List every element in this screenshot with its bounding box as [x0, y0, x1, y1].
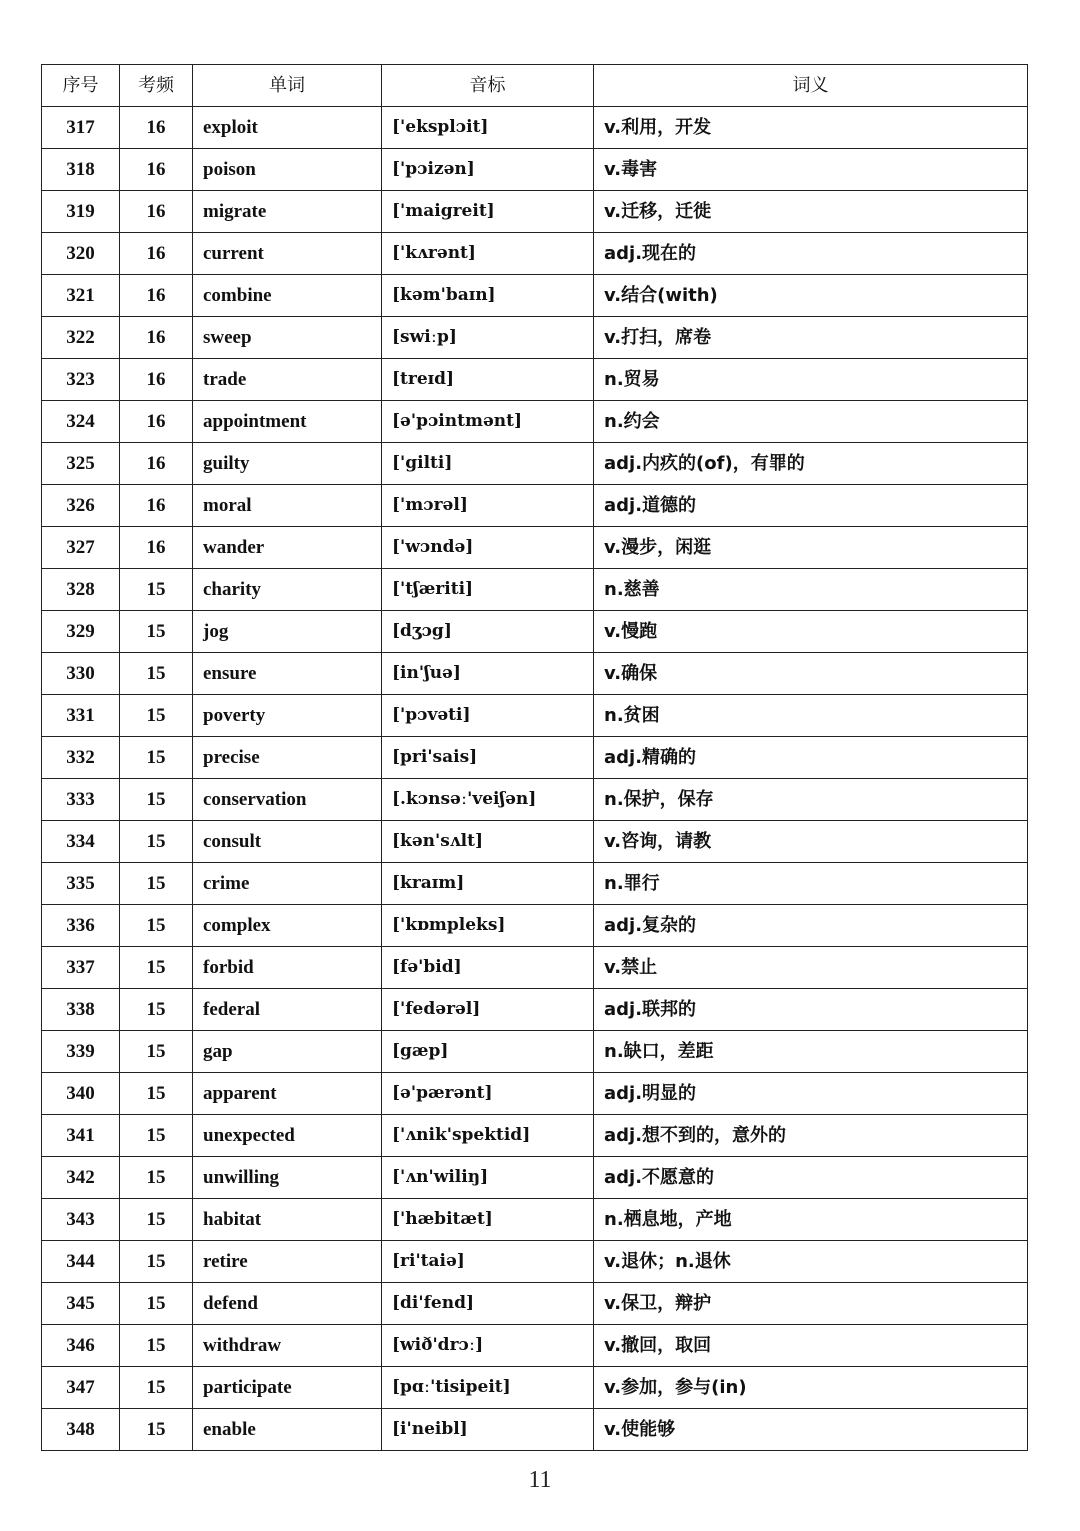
cell-number: 340 — [42, 1073, 120, 1115]
table-row — [42, 275, 1028, 317]
cell-frequency: 15 — [120, 695, 193, 737]
cell-meaning: v.参加，参与(in) — [594, 1367, 1028, 1409]
cell-word: participate — [193, 1367, 382, 1409]
cell-number: 322 — [42, 317, 120, 359]
cell-frequency: 15 — [120, 1031, 193, 1073]
cell-phonetic: [ə'pærənt] — [382, 1073, 594, 1115]
cell-frequency: 15 — [120, 821, 193, 863]
table-row — [42, 233, 1028, 275]
cell-phonetic: ['wɔndə] — [382, 527, 594, 569]
cell-word: jog — [193, 611, 382, 653]
cell-frequency: 15 — [120, 1157, 193, 1199]
table-row — [42, 401, 1028, 443]
cell-number: 335 — [42, 863, 120, 905]
cell-frequency: 15 — [120, 1367, 193, 1409]
cell-word: apparent — [193, 1073, 382, 1115]
cell-number: 338 — [42, 989, 120, 1031]
cell-phonetic: [ri'taiə] — [382, 1241, 594, 1283]
cell-word: sweep — [193, 317, 382, 359]
cell-word: current — [193, 233, 382, 275]
cell-word: ensure — [193, 653, 382, 695]
cell-number: 319 — [42, 191, 120, 233]
cell-word: migrate — [193, 191, 382, 233]
cell-phonetic: [swiːp] — [382, 317, 594, 359]
cell-meaning: n.栖息地，产地 — [594, 1199, 1028, 1241]
table-row — [42, 1241, 1028, 1283]
cell-meaning: adj.联邦的 — [594, 989, 1028, 1031]
cell-number: 331 — [42, 695, 120, 737]
cell-word: charity — [193, 569, 382, 611]
cell-number: 324 — [42, 401, 120, 443]
vocabulary-table — [41, 64, 1028, 1451]
cell-word: wander — [193, 527, 382, 569]
cell-frequency: 16 — [120, 191, 193, 233]
cell-frequency: 15 — [120, 569, 193, 611]
cell-word: exploit — [193, 107, 382, 149]
cell-number: 334 — [42, 821, 120, 863]
cell-meaning: v.确保 — [594, 653, 1028, 695]
cell-phonetic: [i'neibl] — [382, 1409, 594, 1451]
cell-frequency: 15 — [120, 1115, 193, 1157]
cell-phonetic: ['maigreit] — [382, 191, 594, 233]
table-row — [42, 191, 1028, 233]
table-row — [42, 1157, 1028, 1199]
header-row — [42, 65, 1028, 107]
cell-word: crime — [193, 863, 382, 905]
cell-meaning: v.使能够 — [594, 1409, 1028, 1451]
table-row — [42, 905, 1028, 947]
cell-meaning: n.缺口，差距 — [594, 1031, 1028, 1073]
cell-meaning: n.保护，保存 — [594, 779, 1028, 821]
cell-phonetic: ['ʌn'wiliŋ] — [382, 1157, 594, 1199]
cell-number: 346 — [42, 1325, 120, 1367]
cell-frequency: 16 — [120, 485, 193, 527]
cell-frequency: 15 — [120, 1283, 193, 1325]
table-row — [42, 317, 1028, 359]
table-row — [42, 1325, 1028, 1367]
table-header — [42, 65, 1028, 107]
cell-frequency: 15 — [120, 863, 193, 905]
cell-number: 320 — [42, 233, 120, 275]
cell-number: 325 — [42, 443, 120, 485]
table-row — [42, 569, 1028, 611]
cell-frequency: 16 — [120, 443, 193, 485]
cell-word: retire — [193, 1241, 382, 1283]
cell-phonetic: ['eksplɔit] — [382, 107, 594, 149]
cell-number: 330 — [42, 653, 120, 695]
cell-word: withdraw — [193, 1325, 382, 1367]
table-row — [42, 653, 1028, 695]
cell-number: 323 — [42, 359, 120, 401]
cell-meaning: adj.不愿意的 — [594, 1157, 1028, 1199]
cell-word: habitat — [193, 1199, 382, 1241]
cell-word: complex — [193, 905, 382, 947]
cell-phonetic: [kraɪm] — [382, 863, 594, 905]
cell-phonetic: [treɪd] — [382, 359, 594, 401]
cell-phonetic: ['fedərəl] — [382, 989, 594, 1031]
cell-meaning: adj.明显的 — [594, 1073, 1028, 1115]
table-row — [42, 359, 1028, 401]
cell-frequency: 15 — [120, 1199, 193, 1241]
cell-phonetic: [in'ʃuə] — [382, 653, 594, 695]
header-word: 单词 — [193, 65, 382, 107]
cell-meaning: v.结合(with) — [594, 275, 1028, 317]
cell-word: appointment — [193, 401, 382, 443]
header-frequency: 考频 — [120, 65, 193, 107]
cell-word: defend — [193, 1283, 382, 1325]
cell-number: 342 — [42, 1157, 120, 1199]
cell-number: 317 — [42, 107, 120, 149]
cell-word: poverty — [193, 695, 382, 737]
table-row — [42, 989, 1028, 1031]
cell-word: consult — [193, 821, 382, 863]
cell-number: 333 — [42, 779, 120, 821]
cell-meaning: v.禁止 — [594, 947, 1028, 989]
table-row — [42, 443, 1028, 485]
cell-frequency: 15 — [120, 779, 193, 821]
cell-frequency: 16 — [120, 359, 193, 401]
cell-word: enable — [193, 1409, 382, 1451]
cell-frequency: 16 — [120, 317, 193, 359]
cell-frequency: 16 — [120, 401, 193, 443]
cell-phonetic: [kən'sʌlt] — [382, 821, 594, 863]
cell-meaning: v.撤回，取回 — [594, 1325, 1028, 1367]
cell-phonetic: [fə'bid] — [382, 947, 594, 989]
cell-frequency: 15 — [120, 653, 193, 695]
cell-frequency: 15 — [120, 611, 193, 653]
cell-meaning: v.保卫，辩护 — [594, 1283, 1028, 1325]
cell-word: forbid — [193, 947, 382, 989]
table-row — [42, 947, 1028, 989]
cell-phonetic: [pri'sais] — [382, 737, 594, 779]
cell-frequency: 16 — [120, 107, 193, 149]
cell-frequency: 15 — [120, 737, 193, 779]
cell-number: 332 — [42, 737, 120, 779]
cell-number: 321 — [42, 275, 120, 317]
cell-number: 327 — [42, 527, 120, 569]
cell-phonetic: [pɑː'tisipeit] — [382, 1367, 594, 1409]
table-row — [42, 485, 1028, 527]
cell-frequency: 15 — [120, 1241, 193, 1283]
cell-phonetic: ['pɔvəti] — [382, 695, 594, 737]
cell-phonetic: [gæp] — [382, 1031, 594, 1073]
cell-word: poison — [193, 149, 382, 191]
cell-word: unwilling — [193, 1157, 382, 1199]
header-number: 序号 — [42, 65, 120, 107]
cell-meaning: adj.内疚的(of)，有罪的 — [594, 443, 1028, 485]
cell-number: 348 — [42, 1409, 120, 1451]
cell-phonetic: [dʒɔg] — [382, 611, 594, 653]
cell-meaning: v.打扫，席卷 — [594, 317, 1028, 359]
cell-meaning: n.慈善 — [594, 569, 1028, 611]
cell-frequency: 15 — [120, 1325, 193, 1367]
cell-phonetic: [wið'drɔː] — [382, 1325, 594, 1367]
cell-number: 341 — [42, 1115, 120, 1157]
cell-meaning: n.约会 — [594, 401, 1028, 443]
cell-meaning: v.利用，开发 — [594, 107, 1028, 149]
cell-frequency: 16 — [120, 527, 193, 569]
cell-word: combine — [193, 275, 382, 317]
cell-word: federal — [193, 989, 382, 1031]
cell-frequency: 16 — [120, 233, 193, 275]
cell-frequency: 15 — [120, 905, 193, 947]
cell-frequency: 15 — [120, 1409, 193, 1451]
cell-number: 336 — [42, 905, 120, 947]
table-body — [42, 107, 1028, 1451]
cell-phonetic: ['gilti] — [382, 443, 594, 485]
header-phonetic: 音标 — [382, 65, 594, 107]
page-number: 11 — [528, 1467, 552, 1493]
cell-meaning: v.漫步，闲逛 — [594, 527, 1028, 569]
cell-phonetic: [kəm'baɪn] — [382, 275, 594, 317]
table-row — [42, 695, 1028, 737]
cell-word: moral — [193, 485, 382, 527]
table-row — [42, 611, 1028, 653]
cell-number: 339 — [42, 1031, 120, 1073]
cell-phonetic: ['pɔizən] — [382, 149, 594, 191]
cell-phonetic: [di'fend] — [382, 1283, 594, 1325]
cell-meaning: adj.复杂的 — [594, 905, 1028, 947]
cell-word: guilty — [193, 443, 382, 485]
cell-phonetic: [ə'pɔintmənt] — [382, 401, 594, 443]
table-row — [42, 1199, 1028, 1241]
cell-meaning: v.迁移，迁徙 — [594, 191, 1028, 233]
cell-meaning: v.慢跑 — [594, 611, 1028, 653]
cell-frequency: 16 — [120, 275, 193, 317]
cell-frequency: 16 — [120, 149, 193, 191]
cell-number: 329 — [42, 611, 120, 653]
cell-meaning: adj.想不到的，意外的 — [594, 1115, 1028, 1157]
cell-word: gap — [193, 1031, 382, 1073]
cell-word: trade — [193, 359, 382, 401]
cell-number: 347 — [42, 1367, 120, 1409]
cell-number: 337 — [42, 947, 120, 989]
cell-number: 326 — [42, 485, 120, 527]
table-row — [42, 1073, 1028, 1115]
cell-phonetic: ['kɒmpleks] — [382, 905, 594, 947]
cell-meaning: n.贫困 — [594, 695, 1028, 737]
cell-phonetic: ['hæbitæt] — [382, 1199, 594, 1241]
table-row — [42, 863, 1028, 905]
cell-word: conservation — [193, 779, 382, 821]
cell-phonetic: ['tʃæriti] — [382, 569, 594, 611]
cell-phonetic: ['mɔrəl] — [382, 485, 594, 527]
table-row — [42, 149, 1028, 191]
cell-word: precise — [193, 737, 382, 779]
table-row — [42, 737, 1028, 779]
cell-meaning: adj.现在的 — [594, 233, 1028, 275]
header-meaning: 词义 — [594, 65, 1028, 107]
table-row — [42, 1367, 1028, 1409]
table-row — [42, 107, 1028, 149]
cell-meaning: v.退休；n.退休 — [594, 1241, 1028, 1283]
cell-meaning: v.毒害 — [594, 149, 1028, 191]
cell-frequency: 15 — [120, 989, 193, 1031]
table-row — [42, 1283, 1028, 1325]
cell-number: 344 — [42, 1241, 120, 1283]
cell-phonetic: ['kʌrənt] — [382, 233, 594, 275]
table-row — [42, 1115, 1028, 1157]
cell-meaning: n.罪行 — [594, 863, 1028, 905]
table-row — [42, 821, 1028, 863]
cell-meaning: adj.精确的 — [594, 737, 1028, 779]
cell-phonetic: [.kɔnsəː'veiʃən] — [382, 779, 594, 821]
cell-meaning: n.贸易 — [594, 359, 1028, 401]
cell-frequency: 15 — [120, 1073, 193, 1115]
cell-number: 328 — [42, 569, 120, 611]
cell-frequency: 15 — [120, 947, 193, 989]
table-row — [42, 1409, 1028, 1451]
table-row — [42, 1031, 1028, 1073]
cell-meaning: v.咨询，请教 — [594, 821, 1028, 863]
cell-word: unexpected — [193, 1115, 382, 1157]
cell-number: 318 — [42, 149, 120, 191]
cell-number: 343 — [42, 1199, 120, 1241]
cell-meaning: adj.道德的 — [594, 485, 1028, 527]
cell-phonetic: ['ʌnik'spektid] — [382, 1115, 594, 1157]
table-row — [42, 527, 1028, 569]
cell-number: 345 — [42, 1283, 120, 1325]
table-row — [42, 779, 1028, 821]
